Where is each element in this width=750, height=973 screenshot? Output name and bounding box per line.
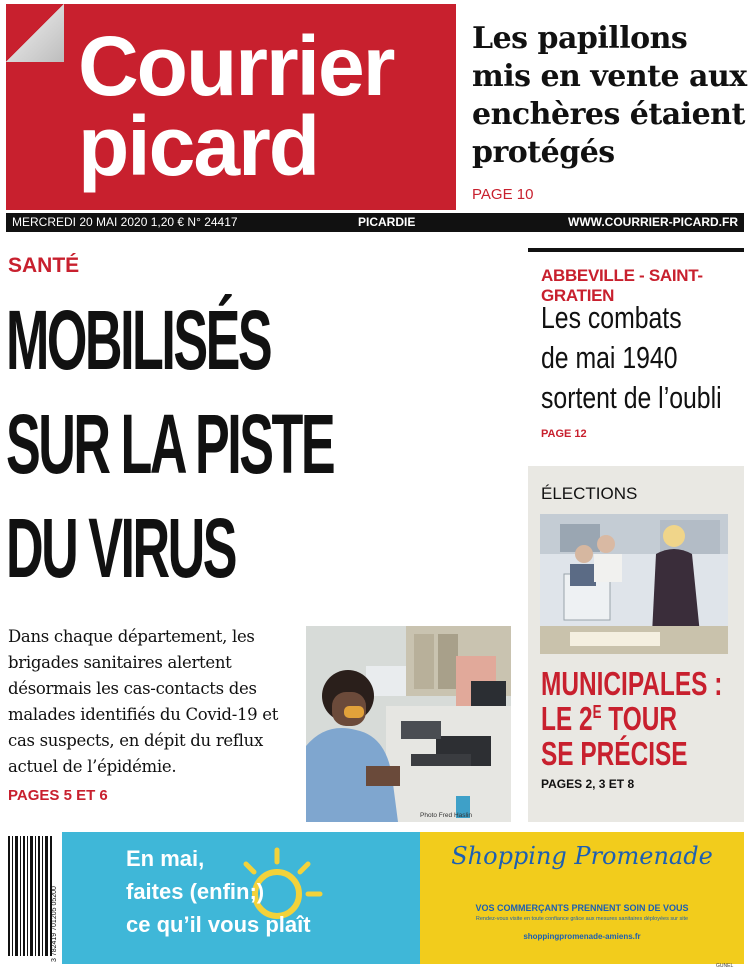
elections-headline-line: SE PRÉCISE bbox=[541, 735, 688, 772]
ad-brand: Shopping Promenade bbox=[451, 842, 713, 870]
vote-count-photo bbox=[540, 514, 728, 654]
barcode-icon bbox=[6, 832, 60, 968]
ad-left-text bbox=[126, 842, 311, 941]
ad-tagline: VOS COMMERÇANTS PRENNENT SOIN DE VOUS bbox=[475, 903, 689, 913]
barcode bbox=[6, 832, 60, 968]
elections-headline[interactable] bbox=[541, 666, 722, 771]
ad-left-line: ce qu’il vous plaît bbox=[126, 912, 311, 937]
dateline-website[interactable]: WWW.COURRIER-PICARD.FR bbox=[568, 215, 738, 229]
side-headline-line: sortent de l’oubli bbox=[541, 380, 722, 415]
elections-section: ÉLECTIONS bbox=[541, 484, 638, 503]
main-photo bbox=[306, 626, 511, 822]
masthead-line1: Courrier bbox=[78, 19, 394, 113]
main-headline-line: SUR LA PISTE bbox=[6, 397, 334, 491]
main-headline[interactable] bbox=[6, 288, 334, 600]
main-headline-line: DU VIRUS bbox=[6, 501, 236, 595]
ad-left-line: En mai, bbox=[126, 846, 205, 871]
ad-fineprint: Rendez-vous visite en toute confiance grâce aux mesures sanitaires déployées sur site bbox=[475, 916, 689, 922]
elections-headline-line: MUNICIPALES : bbox=[541, 665, 723, 702]
main-headline-line: MOBILISÉS bbox=[6, 293, 271, 387]
main-kicker: SANTÉ bbox=[8, 254, 80, 277]
ad-right[interactable] bbox=[420, 832, 744, 964]
side-headline-line: Les combats bbox=[541, 300, 682, 335]
side-kicker: ABBEVILLE - SAINT-GRATIEN bbox=[541, 266, 703, 305]
dateline-bar bbox=[6, 213, 744, 232]
footer-mark: GUNEL bbox=[716, 963, 734, 969]
ad-left[interactable] bbox=[62, 832, 420, 964]
side-divider bbox=[528, 248, 744, 252]
page-fold-icon bbox=[6, 4, 64, 62]
dateline-edition: PICARDIE bbox=[358, 215, 416, 229]
ad-left-line: faites (enfin;) bbox=[126, 879, 265, 904]
ad-url[interactable]: shoppingpromenade-amiens.fr bbox=[523, 932, 641, 941]
elections-photo bbox=[540, 514, 728, 654]
teaser-page: PAGE 10 bbox=[472, 186, 534, 203]
elections-pages: PAGES 2, 3 ET 8 bbox=[541, 777, 635, 791]
side-headline[interactable] bbox=[541, 298, 722, 418]
main-pages: PAGES 5 ET 6 bbox=[8, 787, 108, 804]
elections-headline-line: LE $2^E$ TOUR bbox=[541, 700, 677, 737]
dateline-issue: MERCREDI 20 MAI 2020 1,20 € N° 24417 bbox=[12, 215, 238, 229]
side-page: PAGE 12 bbox=[541, 428, 587, 440]
svg-text:3 782419 701205 05200: 3 782419 701205 05200 bbox=[51, 886, 58, 962]
masthead-line2: picard bbox=[78, 99, 319, 193]
main-lead: Dans chaque département, les brigades sanitaires alertent désormais les cas-contacts des malades identifiés du Covid-19 et cas suspects, en dépit du reflux actuel de l’épidémie. bbox=[8, 627, 279, 776]
contact-tracer-photo bbox=[306, 626, 511, 822]
photo-credit: Photo Fred Haslin bbox=[420, 812, 473, 819]
masthead-logo bbox=[6, 4, 456, 210]
side-headline-line: de mai 1940 bbox=[541, 340, 678, 375]
teaser-headline[interactable]: Les papillons mis en vente aux enchères étaient protégés bbox=[472, 21, 747, 170]
